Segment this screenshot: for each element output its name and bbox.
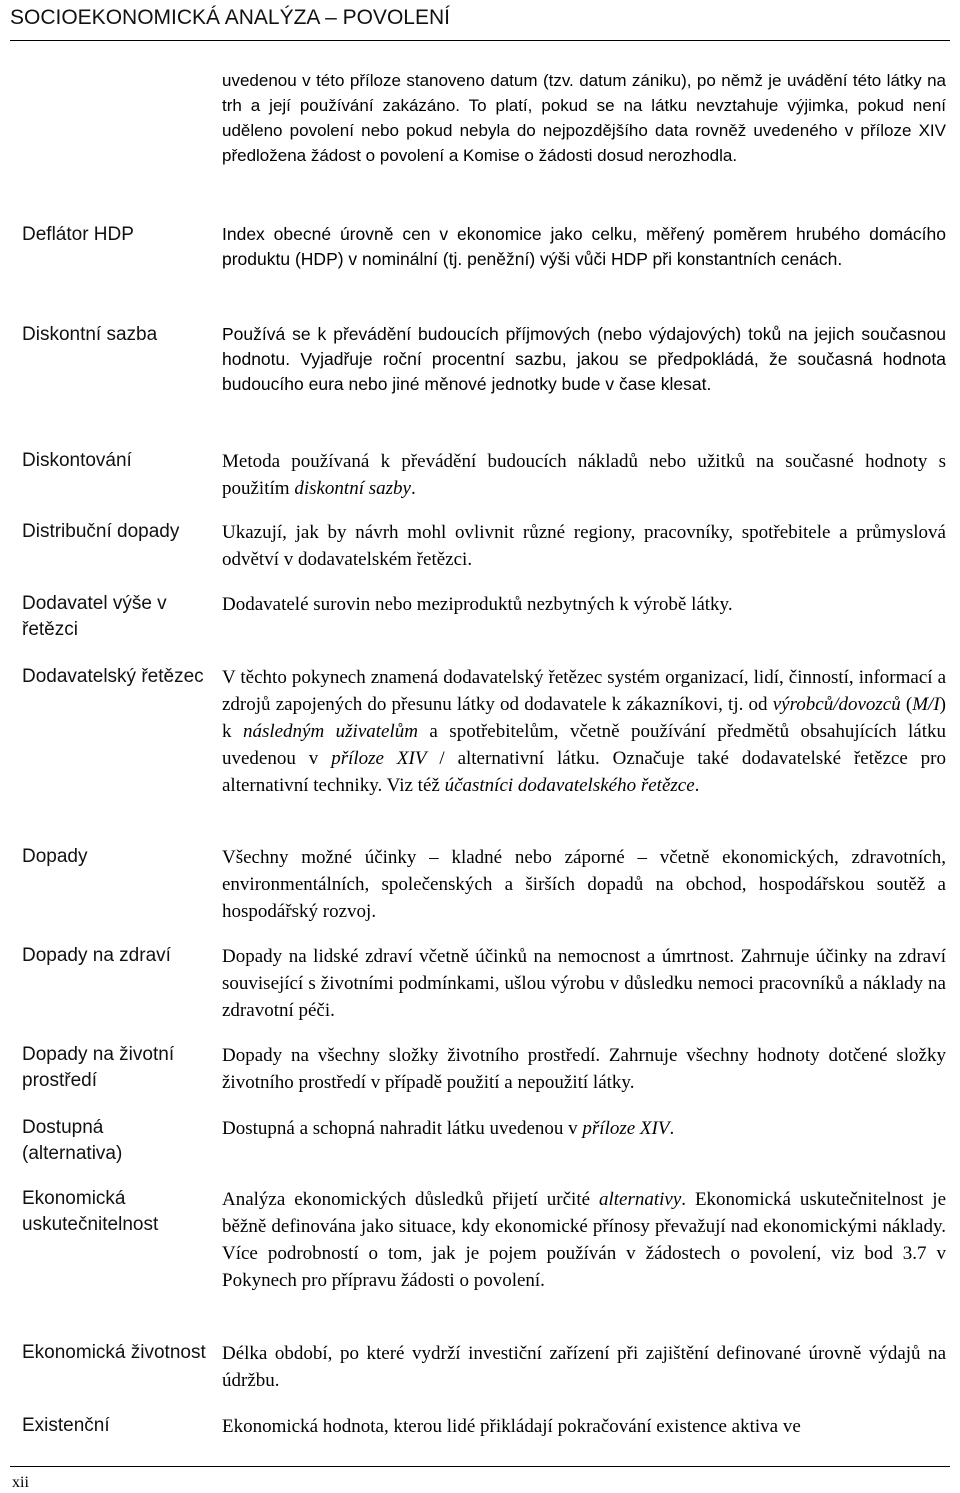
definition-text: / alternativní látku. Označuje také dodavatelské řetězce pro alternativní techniky. Viz též — [222, 748, 946, 796]
glossary-definition: Dopady na lidské zdraví včetně účinků na nemocnost a úmrtnost. Zahrnuje účinky na zdraví související s životními podmínkami, ušlou výrobu v důsledku nemoci pracovníků a náklady na zdravotní péči. — [222, 946, 946, 1021]
glossary-term: Diskontování — [22, 450, 132, 471]
glossary-term: Dostupná (alternativa) — [22, 1117, 123, 1164]
glossary-term: Existenční — [22, 1415, 110, 1436]
glossary-definition — [222, 448, 946, 502]
definition-italic-term: následným uživatelům — [242, 721, 418, 742]
glossary-term: Dopady — [22, 846, 88, 867]
glossary-definition — [222, 1186, 946, 1294]
page-number: xii — [12, 1474, 29, 1491]
definition-text: . — [694, 775, 700, 796]
definition-text: Analýza ekonomických důsledků přijetí určité — [222, 1189, 599, 1210]
definition-italic-term: výrobců/dovozců — [772, 694, 901, 715]
glossary-definition — [222, 1115, 946, 1142]
lead-paragraph: uvedenou v této příloze stanoveno datum (tzv. datum zániku), po němž je uvádění této látky na trh a její používání zakázáno. To platí, pokud se na látku nevztahuje výjimka, pokud není uděleno povolení nebo pokud nebyla do nejpozdějšího data rovněž uvedeného v příloze XIV předložena žádost o povolení a Komise o žádosti dosud nerozhodla. — [222, 71, 946, 165]
glossary-term: Dodavatel výše v řetězci — [22, 593, 167, 640]
definition-italic-term: alternativy — [598, 1189, 682, 1210]
definition-text: ) k — [222, 694, 946, 742]
definition-italic-term: M/I — [912, 694, 940, 715]
definition-text: . Ekonomická uskutečnitelnost je běžně definována jako situace, kdy ekonomické přínosy převažují nad ekonomickými náklady. Více podrobností o tom, jak je pojem používán v žádostech o povolení, viz bod 3.7 v Pokynech pro přípravu žádosti o povolení. — [222, 1189, 946, 1291]
definition-italic-term: příloze XIV — [582, 1118, 670, 1139]
glossary-term: Distribuční dopady — [22, 521, 180, 542]
glossary-term: Ekonomická uskutečnitelnost — [22, 1188, 159, 1235]
glossary-term: Dodavatelský řetězec — [22, 666, 204, 687]
footer-divider — [10, 1466, 950, 1467]
glossary-definition: Index obecné úrovně cen v ekonomice jako celku, měřený poměrem hrubého domácího produktu (HDP) v nominální (tj. peněžní) výši vůči HDP při konstantních cenách. — [222, 224, 946, 269]
glossary-definition: Dopady na všechny složky životního prostředí. Zahrnuje všechny hodnoty dotčené složky životního prostředí v případě použití a nepoužití látky. — [222, 1045, 946, 1093]
definition-text: ( — [900, 694, 913, 715]
glossary-definition: Délka období, po které vydrží investiční zařízení při zajištění definované úrovně výdajů na údržbu. — [222, 1343, 946, 1391]
page-header: SOCIOEKONOMICKÁ ANALÝZA – POVOLENÍ — [10, 6, 950, 41]
definition-italic-term: diskontní sazby — [294, 478, 411, 499]
glossary-definition: Ekonomická hodnota, kterou lidé přikládají pokračování existence aktiva ve — [222, 1416, 801, 1437]
glossary-definition: Všechny možné účinky – kladné nebo záporné – včetně ekonomických, zdravotních, environmentálních, společenských a širších dopadů na obchod, hospodářskou soutěž a hospodářský rozvoj. — [222, 847, 946, 922]
definition-italic-term: účastníci dodavatelského řetězce — [444, 775, 695, 796]
definition-text: V těchto pokynech znamená dodavatelský řetězec systém organizací, lidí, činností, informací a zdrojů zapojených do přesunu látky od dodavatele k zákazníkovi, tj. od — [222, 667, 946, 715]
definition-text: Metoda používaná k převádění budoucích nákladů nebo užitků na současné hodnoty s použitím — [222, 451, 946, 499]
glossary-term: Diskontní sazba — [22, 324, 158, 345]
glossary-definition: Ukazují, jak by návrh mohl ovlivnit různé regiony, pracovníky, spotřebitele a průmyslová odvětví v dodavatelském řetězci. — [222, 522, 946, 570]
glossary-definition: Dodavatelé surovin nebo meziproduktů nezbytných k výrobě látky. — [222, 594, 733, 615]
glossary-definition — [222, 664, 946, 799]
definition-text: . — [410, 478, 416, 499]
definition-text: . — [669, 1118, 675, 1139]
glossary-term: Ekonomická životnost — [22, 1342, 206, 1363]
glossary-definition: Používá se k převádění budoucích příjmových (nebo výdajových) toků na jejich současnou hodnotu. Vyjadřuje roční procentní sazbu, jakou se předpokládá, že současná hodnota budoucího eura nebo jiné měnové jednotky bude v čase klesat. — [222, 324, 946, 394]
glossary-term: Deflátor HDP — [22, 224, 134, 245]
glossary-term: Dopady na zdraví — [22, 945, 171, 966]
definition-text: Dostupná a schopná nahradit látku uvedenou v — [222, 1118, 583, 1139]
definition-text: a spotřebitelům, včetně používání předmětů obsahujících látku uvedenou v — [222, 721, 947, 769]
definition-italic-term: příloze XIV — [331, 748, 427, 769]
glossary-term: Dopady na životní prostředí — [22, 1044, 175, 1091]
